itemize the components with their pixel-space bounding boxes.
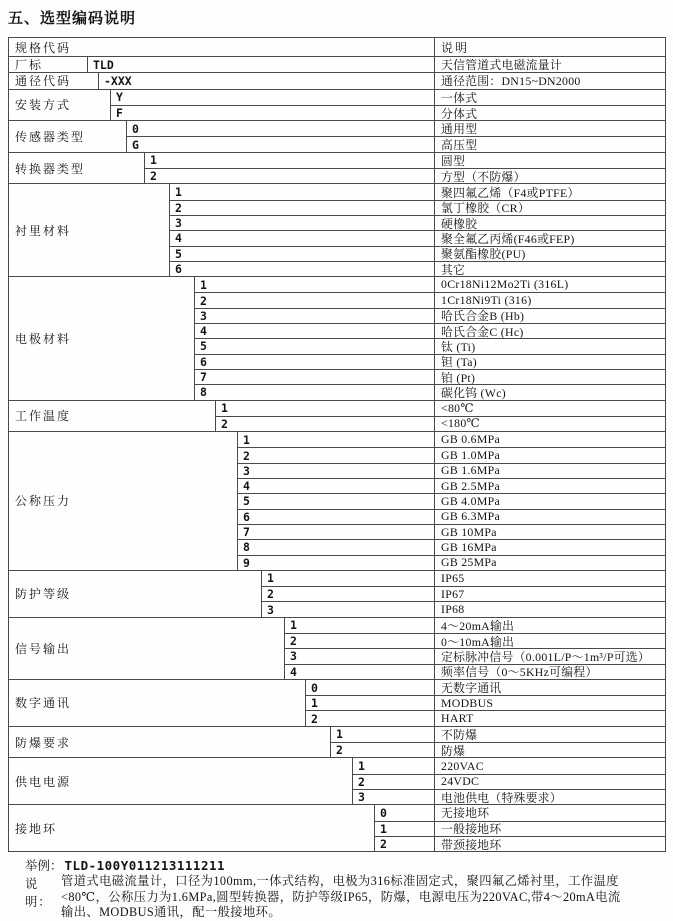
description-cell: 24VDC [434,774,665,789]
code-cell: 3 [169,215,434,230]
spec-category-label: 安装方式 [15,98,72,113]
example-code: TLD-100Y011213111211 [64,858,226,874]
table-groups [9,56,665,851]
code-cell: 2 [352,774,434,789]
page-title: 五、选型编码说明 [8,10,137,27]
code-cell: 2 [215,416,434,431]
code-cell: 2 [284,633,434,648]
description-cell: 高压型 [434,136,665,151]
description-cell: GB 1.0MPa [434,447,665,462]
spec-group [9,183,665,276]
code-cell: Y [110,90,434,105]
code-cell: 1 [374,821,434,836]
footnotes [25,856,673,921]
description-cell: 定标脉冲信号（0.001L/P～1m³/P可选） [434,648,665,663]
spec-category-label: 电极材料 [15,331,72,346]
code-cell: 4 [194,323,434,338]
description-cell: <180℃ [434,416,665,431]
description-cell: 带颈接地环 [434,836,665,851]
description-cell: 不防爆 [434,727,665,742]
description-cell: 4～20mA输出 [434,618,665,633]
description-cell: 220VAC [434,758,665,773]
spec-category-label: 防爆要求 [15,735,72,750]
description-cell: 一体式 [434,90,665,105]
code-cell: 8 [237,539,434,554]
note-line: <80℃，公称压力为1.6MPa,圆型转换器，防护等级IP65，防爆，电源电压为220VAC,带4～20mA电流 [61,889,621,904]
description-cell: 哈氏合金C (Hc) [434,323,665,338]
code-cell: 2 [237,447,434,462]
code-cell: 4 [237,478,434,493]
example-row [25,856,673,873]
spec-category-label: 厂标 [15,58,44,73]
description-cell: 0Cr18Ni12Mo2Ti (316L) [434,277,665,292]
spec-group [9,804,665,851]
description-cell: 聚氨酯橡胶(PU) [434,246,665,261]
header-description: 说明 [434,38,665,56]
code-cell: 3 [352,789,434,804]
code-cell: 2 [374,836,434,851]
spec-group [9,570,665,617]
spec-category-label: 公称压力 [15,494,72,509]
code-cell: 6 [194,354,434,369]
description-cell: 通用型 [434,121,665,136]
note-line: 输出、MODBUS通讯，配一般接地环。 [61,905,282,920]
spec-category-label: 信号输出 [15,641,72,656]
code-cell: -XXX [98,73,434,88]
note-line: 管道式电磁流量计，口径为100mm,一体式结构，电极为316标准固定式，聚四氟乙烯衬里，工作温度 [61,874,619,889]
description-cell: 通径范围：DN15~DN2000 [434,73,665,88]
code-cell: 1 [284,618,434,633]
spec-group [9,56,665,72]
code-cell: 3 [261,601,434,616]
description-cell: 钽 (Ta) [434,354,665,369]
description-cell: IP68 [434,601,665,616]
spec-category-label: 防护等级 [15,587,72,602]
spec-group [9,120,665,152]
description-cell: GB 25MPa [434,555,665,570]
spec-group [9,617,665,679]
code-cell: 1 [352,758,434,773]
code-cell: 7 [194,369,434,384]
description-cell: 1Cr18Ni9Ti (316) [434,292,665,307]
table-header-row [9,38,665,56]
spec-group [9,276,665,399]
note-body [61,874,661,921]
code-cell: 4 [284,664,434,679]
note-label: 说明： [25,877,52,910]
description-cell: GB 16MPa [434,539,665,554]
spec-category-label: 传感器类型 [15,129,86,144]
code-cell: 3 [194,308,434,323]
code-cell: 2 [169,200,434,215]
description-cell: GB 2.5MPa [434,478,665,493]
description-cell: IP65 [434,571,665,586]
code-cell: 7 [237,524,434,539]
description-cell: 圆型 [434,153,665,168]
description-cell: 氯丁橡胶（CR） [434,200,665,215]
code-cell: 0 [374,805,434,820]
code-cell: TLD [87,57,434,72]
description-cell: HART [434,710,665,725]
spec-group [9,152,665,184]
spec-category-label: 衬里材料 [15,223,72,238]
description-cell: 0～10mA输出 [434,633,665,648]
spec-group [9,757,665,804]
description-cell: GB 10MPa [434,524,665,539]
code-cell: F [110,105,434,120]
code-cell: 1 [169,184,434,199]
description-cell: IP67 [434,586,665,601]
description-cell: 一般接地环 [434,821,665,836]
description-cell: MODBUS [434,695,665,710]
code-cell: 0 [126,121,434,136]
description-cell: 聚四氟乙烯（F4或PTFE） [434,184,665,199]
code-cell: 8 [194,384,434,399]
spec-group [9,400,665,432]
code-cell: 2 [261,586,434,601]
description-cell: 铂 (Pt) [434,369,665,384]
spec-category-label: 工作温度 [15,409,72,424]
description-cell: <80℃ [434,401,665,416]
code-cell: 1 [261,571,434,586]
note-row [25,874,673,921]
code-cell: 3 [237,463,434,478]
description-cell: 哈氏合金B (Hb) [434,308,665,323]
spec-category-label: 供电电源 [15,774,72,789]
description-cell: 频率信号（0～5KHz可编程） [434,664,665,679]
code-cell: 0 [305,680,434,695]
code-cell: 5 [194,338,434,353]
description-cell: 硬橡胶 [434,215,665,230]
code-cell: 1 [305,695,434,710]
code-cell: G [126,136,434,151]
code-cell: 2 [305,710,434,725]
code-cell: 2 [144,168,434,183]
code-cell: 2 [194,292,434,307]
description-cell: 无数字通讯 [434,680,665,695]
code-cell: 5 [237,493,434,508]
spec-group [9,679,665,726]
code-cell: 3 [284,648,434,663]
code-cell: 1 [144,153,434,168]
description-cell: 无接地环 [434,805,665,820]
spec-category-label: 数字通讯 [15,696,72,711]
description-cell: GB 1.6MPa [434,463,665,478]
code-cell: 6 [237,509,434,524]
code-cell: 1 [194,277,434,292]
code-cell: 4 [169,230,434,245]
description-cell: 防爆 [434,742,665,757]
description-cell: 碳化钨 (Wc) [434,384,665,399]
spec-category-label: 通径代码 [15,74,72,89]
spec-group [9,431,665,570]
description-cell: 天信管道式电磁流量计 [434,57,665,72]
spec-category-label: 转换器类型 [15,161,86,176]
description-cell: 钛 (Ti) [434,338,665,353]
description-cell: 分体式 [434,105,665,120]
description-cell: GB 0.6MPa [434,432,665,447]
spec-group [9,72,665,88]
code-cell: 6 [169,261,434,276]
description-cell: 其它 [434,261,665,276]
spec-group [9,89,665,121]
spec-group [9,726,665,758]
description-cell: GB 6.3MPa [434,509,665,524]
spec-category-label: 接地环 [15,821,58,836]
description-cell: GB 4.0MPa [434,493,665,508]
code-cell: 5 [169,246,434,261]
code-cell: 1 [215,401,434,416]
description-cell: 方型（不防爆） [434,168,665,183]
code-cell: 1 [237,432,434,447]
description-cell: 电池供电（特殊要求） [434,789,665,804]
code-cell: 1 [330,727,434,742]
description-cell: 聚全氟乙丙烯(F46或FEP) [434,230,665,245]
code-cell: 2 [330,742,434,757]
spec-code-table [8,37,666,852]
header-spec-code: 规格代码 [15,40,72,55]
example-label: 举例： [25,859,63,874]
code-cell: 9 [237,555,434,570]
